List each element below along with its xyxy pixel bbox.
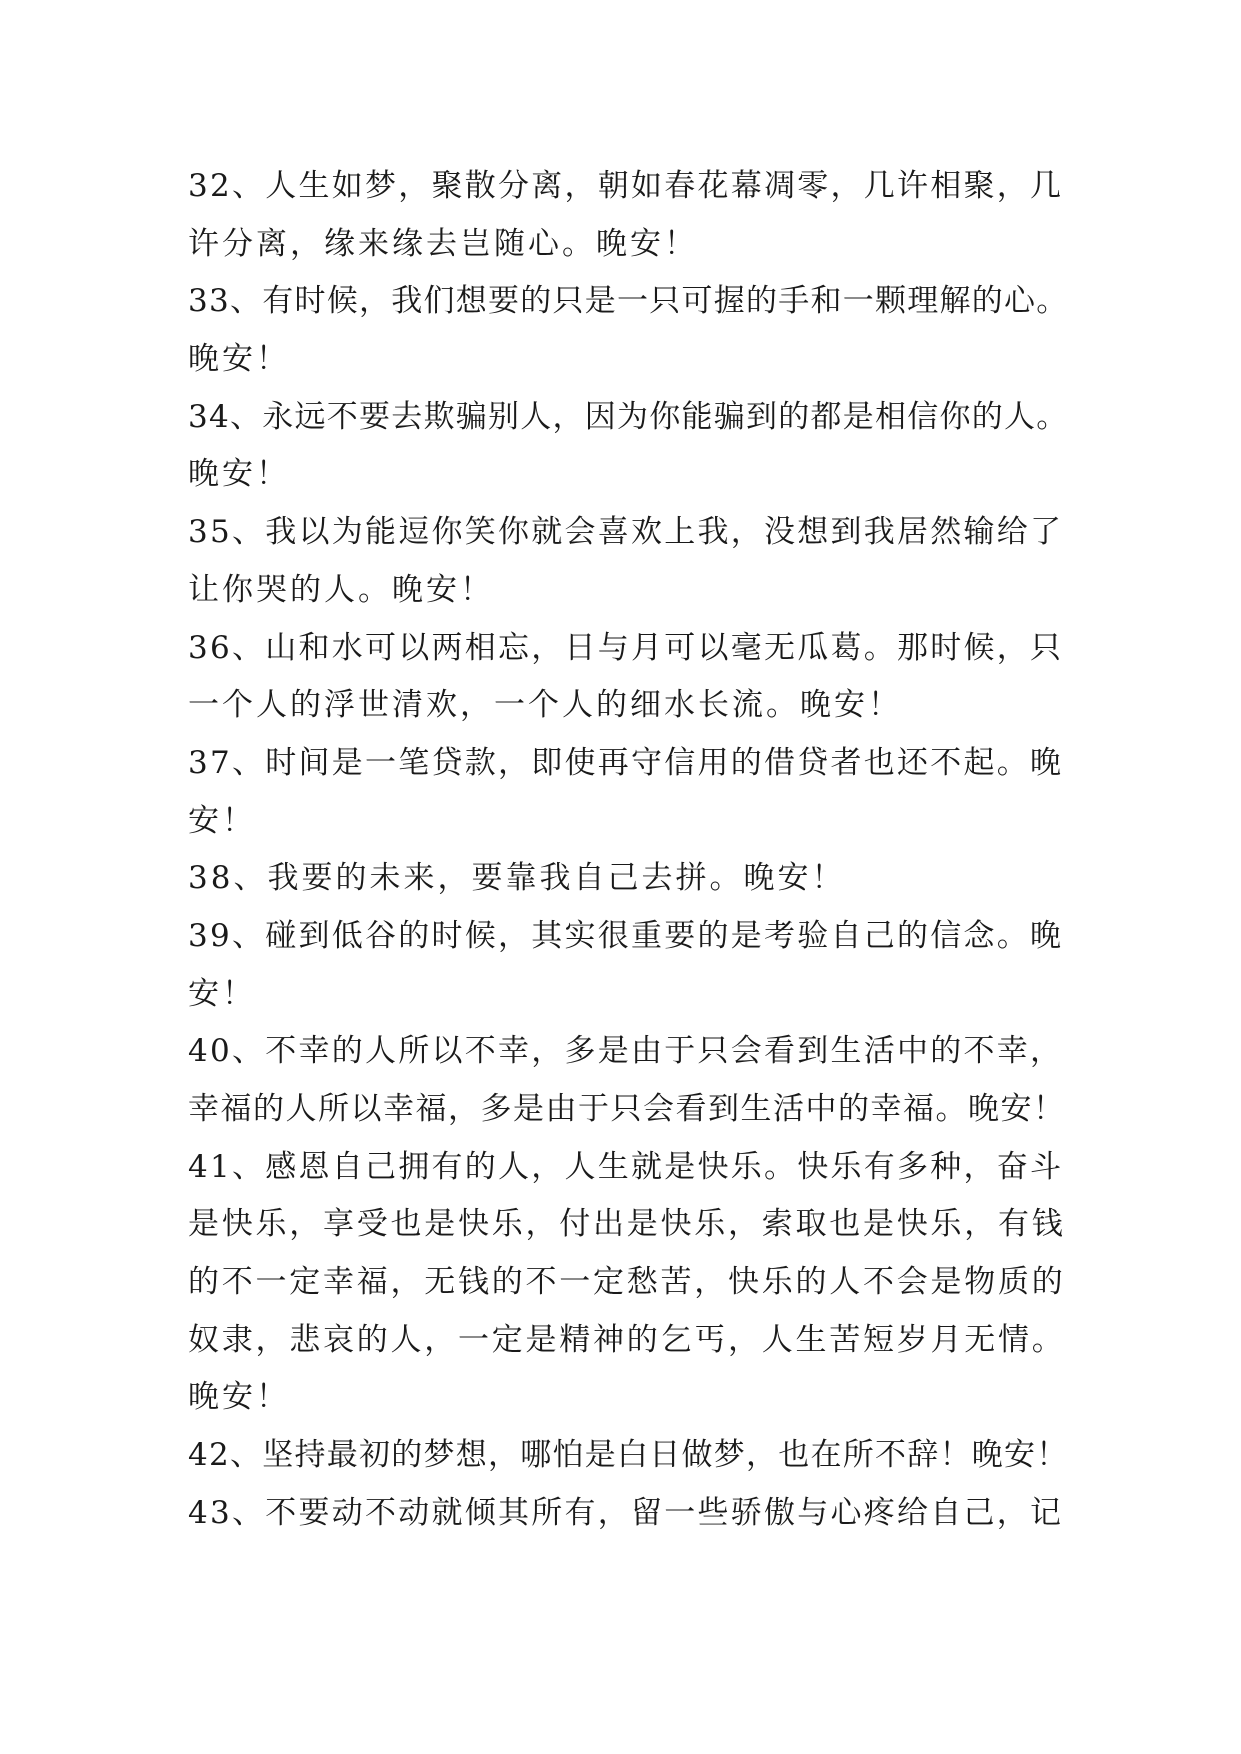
- text-line: 32、人生如梦，聚散分离，朝如春花幕凋零，几许相聚，几: [188, 168, 1064, 204]
- text-line: 晚安！: [188, 1379, 290, 1416]
- text-line: 安！: [188, 975, 256, 1012]
- text-line: 43、不要动不动就倾其所有，留一些骄傲与心疼给自己，记: [188, 1494, 1064, 1531]
- text-line: 38、我要的未来，要靠我自己去拼。晚安！: [188, 860, 846, 897]
- text-line: 40、不幸的人所以不幸，多是由于只会看到生活中的不幸，: [188, 1033, 1064, 1070]
- text-line: 37、时间是一笔贷款，即使再守信用的借贷者也还不起。晚: [188, 744, 1064, 781]
- text-line: 39、碰到低谷的时候，其实很重要的是考验自己的信念。晚: [188, 917, 1064, 954]
- document-body: [188, 158, 1068, 1543]
- text-line: 35、我以为能逗你笑你就会喜欢上我，没想到我居然输给了: [188, 514, 1064, 551]
- text-line: 41、感恩自己拥有的人，人生就是快乐。快乐有多种，奋斗: [188, 1148, 1064, 1185]
- text-line: 是快乐，享受也是快乐，付出是快乐，索取也是快乐，有钱: [188, 1206, 1066, 1243]
- text-line: 33、有时候，我们想要的只是一只可握的手和一颗理解的心。: [188, 283, 1069, 320]
- text-line: 36、山和水可以两相忘，日与月可以毫无瓜葛。那时候，只: [188, 629, 1064, 666]
- text-line: 34、永远不要去欺骗别人，因为你能骗到的都是相信你的人。: [188, 398, 1069, 435]
- text-line: 奴隶，悲哀的人，一定是精神的乞丐，人生苦短岁月无情。: [188, 1321, 1066, 1358]
- text-line: 一个人的浮世清欢，一个人的细水长流。晚安！: [188, 687, 902, 724]
- text-line: 42、坚持最初的梦想，哪怕是白日做梦，也在所不辞！晚安！: [188, 1437, 1069, 1474]
- text-line: 让你哭的人。晚安！: [188, 571, 494, 608]
- text-line: 安！: [188, 802, 256, 839]
- text-line: 晚安！: [188, 341, 290, 378]
- text-line: 许分离，缘来缘去岂随心。晚安！: [188, 225, 698, 262]
- text-line: 的不一定幸福，无钱的不一定愁苦，快乐的人不会是物质的: [188, 1264, 1066, 1301]
- text-line: 幸福的人所以幸福，多是由于只会看到生活中的幸福。晚安！: [188, 1091, 1066, 1127]
- text-line: 晚安！: [188, 456, 290, 493]
